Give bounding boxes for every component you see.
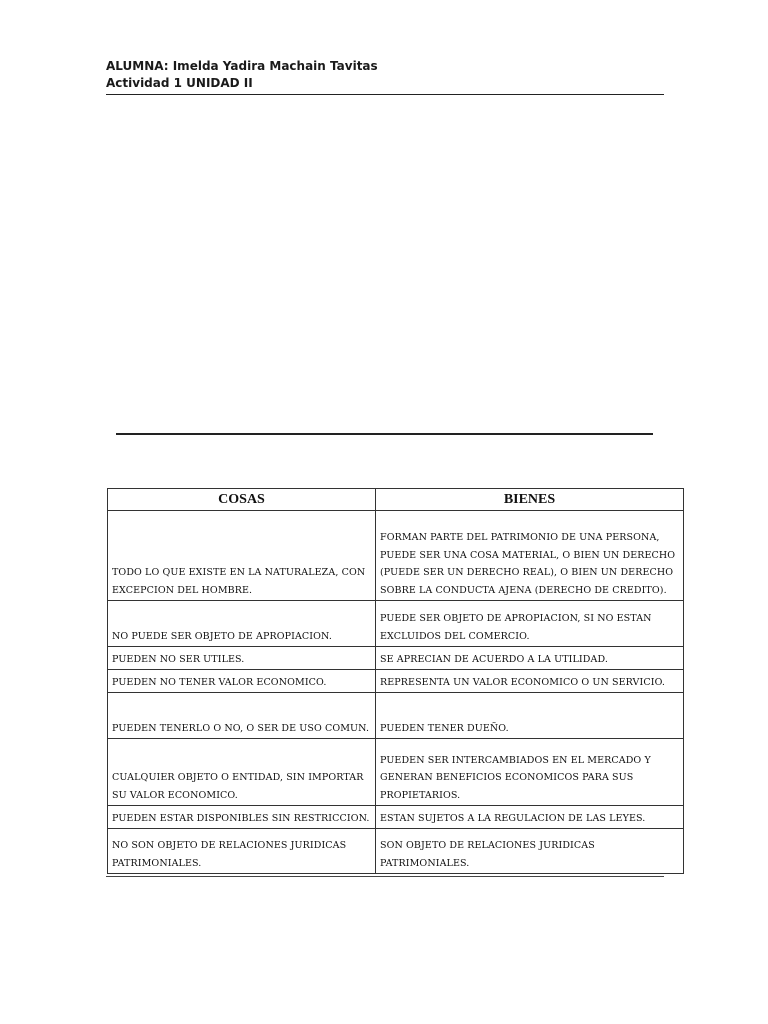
cell-cosas: NO PUEDE SER OBJETO DE APROPIACION. — [108, 601, 376, 647]
cell-bienes: REPRESENTA UN VALOR ECONOMICO O UN SERVICIO. — [376, 670, 684, 693]
table-row — [108, 601, 684, 647]
table-row — [108, 647, 684, 670]
comparison-table — [107, 488, 684, 874]
cell-bienes: FORMAN PARTE DEL PATRIMONIO DE UNA PERSONA, PUEDE SER UNA COSA MATERIAL, O BIEN UN DERECHO (PUEDE SER UN DERECHO REAL), O BIEN UN DERECHO SOBRE LA CONDUCTA AJENA (DERECHO DE CREDITO). — [376, 511, 684, 601]
student-name: ALUMNA: Imelda Yadira Machain Tavitas — [106, 59, 378, 73]
cell-cosas: CUALQUIER OBJETO O ENTIDAD, SIN IMPORTAR SU VALOR ECONOMICO. — [108, 739, 376, 806]
footer-divider — [106, 876, 664, 877]
table-row — [108, 693, 684, 739]
cell-cosas: PUEDEN NO SER UTILES. — [108, 647, 376, 670]
cell-cosas: PUEDEN ESTAR DISPONIBLES SIN RESTRICCION. — [108, 806, 376, 829]
table-row — [108, 670, 684, 693]
comparison-table-container — [107, 488, 683, 874]
table-row — [108, 806, 684, 829]
cell-bienes: PUEDEN TENER DUEÑO. — [376, 693, 684, 739]
activity-title: Actividad 1 UNIDAD II — [106, 76, 253, 90]
table-row — [108, 739, 684, 806]
table-header-row — [108, 489, 684, 511]
cell-cosas: NO SON OBJETO DE RELACIONES JURIDICAS PATRIMONIALES. — [108, 829, 376, 874]
section-divider — [116, 433, 653, 435]
column-header-cosas: COSAS — [108, 489, 376, 511]
document-header — [106, 58, 664, 92]
cell-bienes: SE APRECIAN DE ACUERDO A LA UTILIDAD. — [376, 647, 684, 670]
table-row — [108, 829, 684, 874]
cell-bienes: SON OBJETO DE RELACIONES JURIDICAS PATRIMONIALES. — [376, 829, 684, 874]
table-row — [108, 511, 684, 601]
cell-bienes: PUEDEN SER INTERCAMBIADOS EN EL MERCADO Y GENERAN BENEFICIOS ECONOMICOS PARA SUS PROPIETARIOS. — [376, 739, 684, 806]
column-header-bienes: BIENES — [376, 489, 684, 511]
cell-cosas: TODO LO QUE EXISTE EN LA NATURALEZA, CON EXCEPCION DEL HOMBRE. — [108, 511, 376, 601]
cell-cosas: PUEDEN NO TENER VALOR ECONOMICO. — [108, 670, 376, 693]
cell-cosas: PUEDEN TENERLO O NO, O SER DE USO COMUN. — [108, 693, 376, 739]
header-divider — [106, 94, 664, 95]
cell-bienes: PUEDE SER OBJETO DE APROPIACION, SI NO ESTAN EXCLUIDOS DEL COMERCIO. — [376, 601, 684, 647]
cell-bienes: ESTAN SUJETOS A LA REGULACION DE LAS LEYES. — [376, 806, 684, 829]
